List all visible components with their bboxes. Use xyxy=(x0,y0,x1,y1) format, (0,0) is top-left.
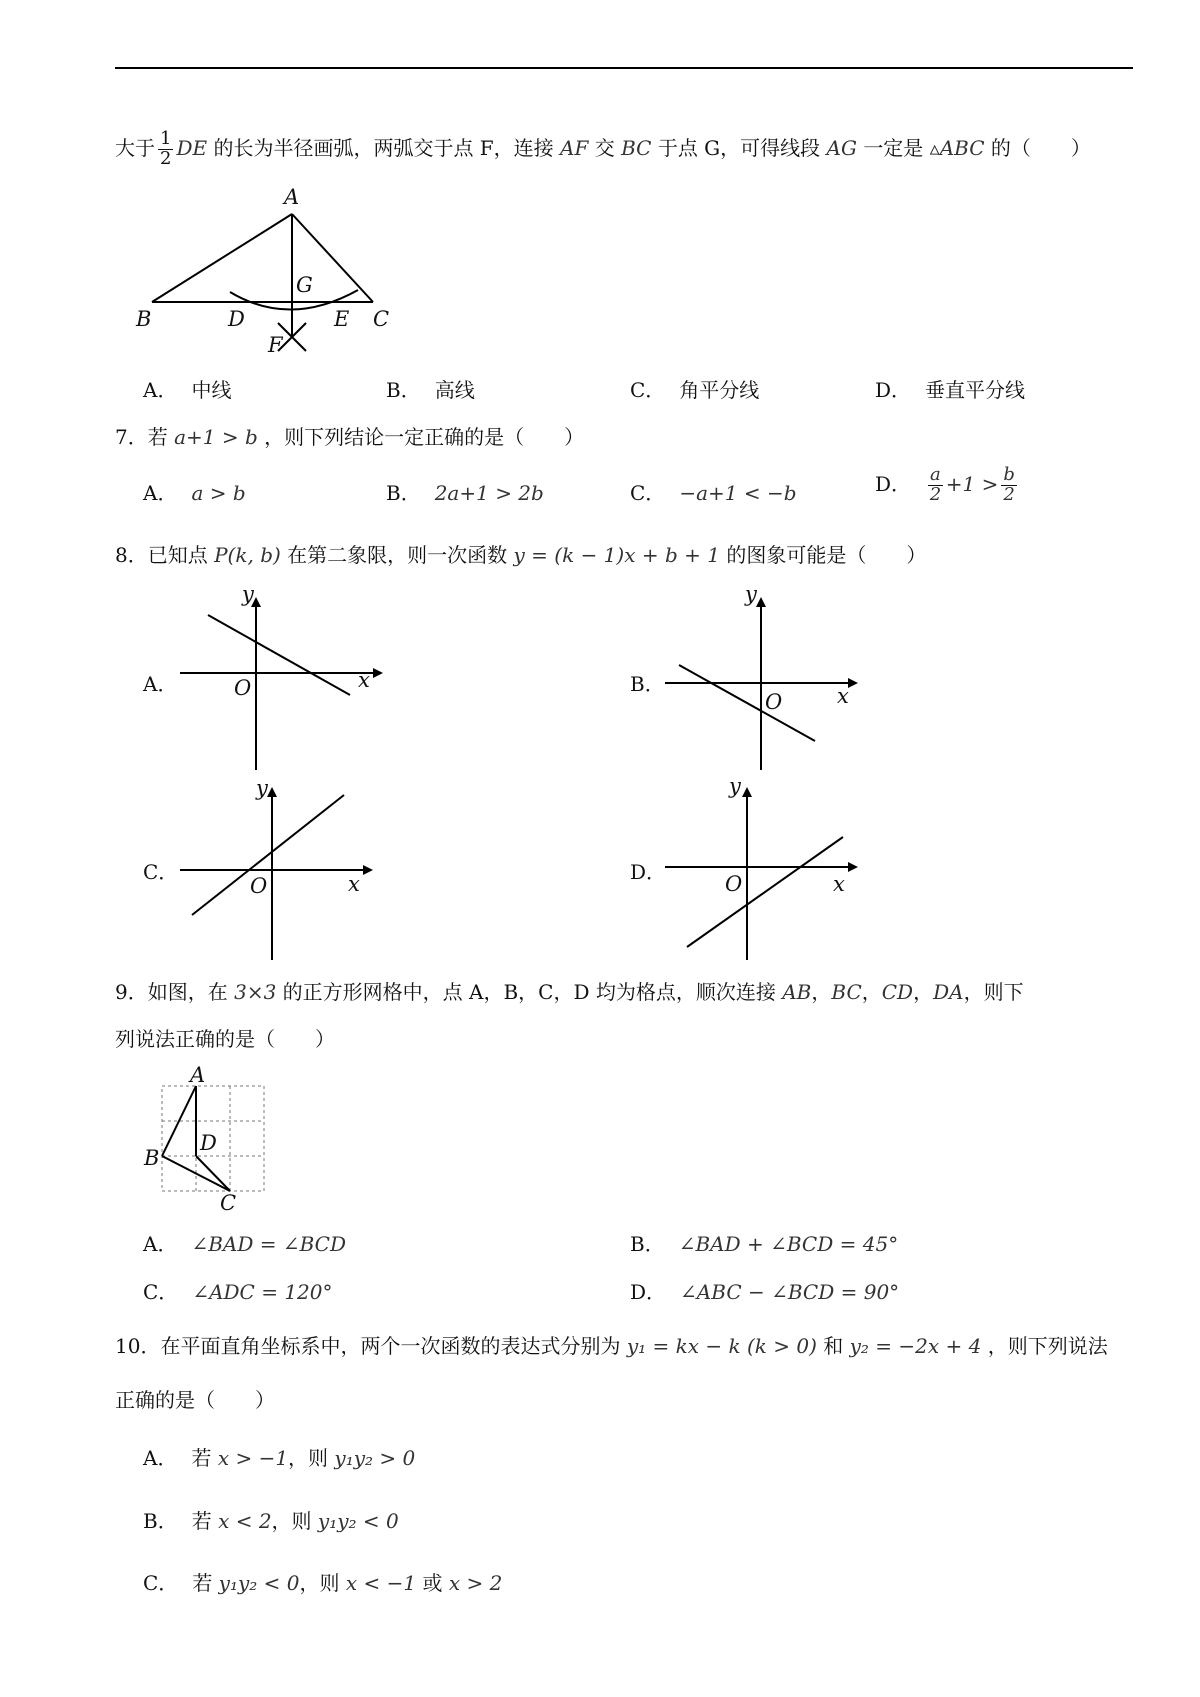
q6-stem xyxy=(115,130,1091,169)
origin-label: O xyxy=(234,676,252,700)
option-label: B． xyxy=(386,378,421,402)
function-line xyxy=(208,615,350,695)
q9-text-1: 如图，在 xyxy=(147,980,228,1004)
q8-graph-b xyxy=(665,582,865,770)
frac-num: a xyxy=(930,464,941,485)
q8-graph-d xyxy=(665,774,865,960)
option-text: 高线 xyxy=(434,378,475,402)
q10-text-2: 和 xyxy=(823,1334,844,1358)
x-arrow-icon xyxy=(363,865,373,875)
q8-text-2: 在第二象限，则一次函数 xyxy=(287,543,508,567)
q9-option-c[interactable] xyxy=(143,1280,333,1304)
q10-function-1: y₁ = kx − k (k > 0) xyxy=(626,1334,817,1358)
q10-text-1: 在平面直角坐标系中，两个一次函数的表达式分别为 xyxy=(160,1334,621,1358)
q6-text-5: 一定是 xyxy=(863,135,924,160)
q6-text-1: 大于 xyxy=(115,135,155,160)
q7-text-2: ，则下列结论一定正确的是（ ） xyxy=(264,425,585,449)
segment-ab xyxy=(152,214,292,302)
label-e: E xyxy=(334,307,350,331)
option-text: 中线 xyxy=(191,378,232,402)
frac-num: b xyxy=(1003,464,1015,485)
q6-triangle: ▵ABC xyxy=(929,135,985,160)
q7-number: 7． xyxy=(115,425,148,449)
option-label: B． xyxy=(386,481,421,505)
option-text: 角平分线 xyxy=(679,378,760,402)
q8-graph-c xyxy=(180,776,380,960)
segment-ab xyxy=(162,1086,196,1156)
y-label: y xyxy=(729,774,741,798)
option-result: x < −1 xyxy=(345,1571,417,1595)
q9-stem-line-1 xyxy=(115,980,1024,1004)
x-arrow-icon xyxy=(848,862,858,872)
x-label: x xyxy=(837,684,849,708)
y-arrow-icon xyxy=(742,787,752,797)
option-label: C． xyxy=(143,1280,179,1304)
q6-text-2: 的长为半径画弧，两弧交于点 F，连接 xyxy=(213,135,554,160)
option-pre: 若 xyxy=(191,1446,212,1470)
q6-af: AF xyxy=(560,135,589,160)
q10-text-4: 正确的是（ ） xyxy=(115,1388,275,1412)
option-result: y₁y₂ > 0 xyxy=(334,1446,416,1470)
q9-option-b[interactable] xyxy=(630,1232,898,1256)
q10-option-c[interactable] xyxy=(143,1571,502,1595)
option-label: D． xyxy=(630,1280,667,1304)
option-pre: 若 xyxy=(191,1509,212,1533)
q9-text-3: ，则下 xyxy=(963,980,1024,1004)
q6-option-d[interactable] xyxy=(875,378,1025,402)
q7-option-b[interactable] xyxy=(386,481,544,505)
option-text: a > b xyxy=(191,481,246,505)
function-line xyxy=(679,665,815,741)
header-rule xyxy=(115,67,1133,69)
x-label: x xyxy=(358,668,370,692)
q9-da: DA xyxy=(933,980,964,1004)
q8-stem xyxy=(115,543,926,567)
q7-d-mid: +1 > xyxy=(945,471,999,496)
option-label: C． xyxy=(143,1571,179,1595)
q10-text-3: ，则下列说法 xyxy=(987,1334,1108,1358)
option-text: ∠ABC − ∠BCD = 90° xyxy=(680,1280,900,1304)
option-mid: ，则 xyxy=(271,1509,312,1533)
option-or: 或 xyxy=(422,1571,443,1595)
option-label: A． xyxy=(143,1232,178,1256)
q7-text-1: 若 xyxy=(147,425,168,449)
option-label: B． xyxy=(143,1509,178,1533)
option-condition: x > −1 xyxy=(217,1446,289,1470)
q10-option-b[interactable] xyxy=(143,1509,399,1533)
label-a: A xyxy=(284,185,300,209)
x-arrow-icon xyxy=(373,668,383,678)
q9-comma: ， xyxy=(811,980,832,1004)
y-arrow-icon xyxy=(267,787,277,797)
q6-fraction xyxy=(158,130,173,169)
option-condition: x < 2 xyxy=(218,1509,272,1533)
label-b: B xyxy=(144,1146,160,1170)
q8-graph-a xyxy=(180,582,380,770)
option-label: A． xyxy=(143,672,178,696)
q6-option-a[interactable] xyxy=(143,378,231,402)
x-label: x xyxy=(833,872,845,896)
q8-text-3: 的图象可能是（ ） xyxy=(726,543,927,567)
option-text: −a+1 < −b xyxy=(679,481,797,505)
segment-cd xyxy=(196,1156,230,1191)
q7-option-a[interactable] xyxy=(143,481,246,505)
label-c: C xyxy=(373,307,390,331)
option-text: ∠BAD = ∠BCD xyxy=(191,1232,347,1256)
q6-text-6: 的（ ） xyxy=(990,135,1091,160)
label-b: B xyxy=(136,307,152,331)
q7-condition: a+1 > b xyxy=(174,425,258,449)
x-arrow-icon xyxy=(848,678,858,688)
q10-function-2: y₂ = −2x + 4 xyxy=(849,1334,982,1358)
q10-option-a[interactable] xyxy=(143,1446,415,1470)
frac-den: 2 xyxy=(1003,483,1015,505)
q9-bc: BC xyxy=(831,980,862,1004)
label-c: C xyxy=(220,1191,237,1215)
q8-option-c-label[interactable] xyxy=(143,860,178,884)
q6-bc: BC xyxy=(621,135,652,160)
option-mid: ，则 xyxy=(288,1446,329,1470)
q9-cd: CD xyxy=(881,980,914,1004)
q9-grid-figure xyxy=(140,1063,280,1215)
q6-text-3: 交 xyxy=(594,135,615,160)
q8-text-1: 已知点 xyxy=(147,543,208,567)
q7-d-frac-2 xyxy=(1001,466,1017,505)
q8-option-d-label[interactable] xyxy=(630,860,666,884)
q9-option-d[interactable] xyxy=(630,1280,899,1304)
q6-triangle-figure xyxy=(130,180,410,355)
origin-label: O xyxy=(250,874,268,898)
option-condition: y₁y₂ < 0 xyxy=(218,1571,300,1595)
origin-label: O xyxy=(765,690,783,714)
q7-stem xyxy=(115,425,584,449)
function-line xyxy=(192,795,344,915)
option-text: 2a+1 > 2b xyxy=(434,481,544,505)
option-label: A． xyxy=(143,481,178,505)
q8-function: y = (k − 1)x + b + 1 xyxy=(513,543,720,567)
y-label: y xyxy=(256,776,268,800)
option-label: D． xyxy=(875,378,912,402)
option-text: 垂直平分线 xyxy=(925,378,1026,402)
q10-stem-line-2 xyxy=(115,1388,275,1412)
option-mid: ，则 xyxy=(299,1571,340,1595)
option-label: D． xyxy=(630,860,667,884)
option-label: A． xyxy=(143,1446,178,1470)
label-d: D xyxy=(200,1131,217,1155)
q10-stem-line-1 xyxy=(115,1334,1108,1358)
q7-d-frac-1 xyxy=(928,466,943,505)
q6-de: DE xyxy=(176,135,208,160)
option-label: C． xyxy=(630,378,666,402)
q9-text-4: 列说法正确的是（ ） xyxy=(115,1027,335,1051)
option-result-2: x > 2 xyxy=(448,1571,503,1595)
q9-comma: ， xyxy=(913,980,934,1004)
x-label: x xyxy=(348,872,360,896)
option-label: B． xyxy=(630,672,665,696)
option-text: ∠BAD + ∠BCD = 45° xyxy=(678,1232,899,1256)
option-label: C． xyxy=(630,481,666,505)
label-g: G xyxy=(296,273,313,297)
q8-option-b-label[interactable] xyxy=(630,672,665,696)
segment-bc xyxy=(162,1156,230,1191)
q6-text-4: 于点 G，可得线段 xyxy=(657,135,821,160)
q6-ag: AG xyxy=(826,135,857,160)
y-label: y xyxy=(242,582,254,606)
q9-comma: ， xyxy=(861,980,882,1004)
function-line xyxy=(687,837,843,947)
y-arrow-icon xyxy=(756,597,766,607)
q8-option-a-label[interactable] xyxy=(143,672,177,696)
origin-label: O xyxy=(725,872,743,896)
option-label: A． xyxy=(143,378,178,402)
q8-point: P(k, b) xyxy=(214,543,281,567)
q6-option-b[interactable] xyxy=(386,378,475,402)
q9-text-2: 的正方形网格中，点 A，B，C，D 均为格点，顺次连接 xyxy=(282,980,776,1004)
option-label: B． xyxy=(630,1232,665,1256)
q7-option-d[interactable] xyxy=(875,466,1020,505)
option-result: y₁y₂ < 0 xyxy=(317,1509,399,1533)
option-label: D． xyxy=(875,471,912,496)
label-a: A xyxy=(190,1063,206,1087)
q9-grid-size: 3×3 xyxy=(234,980,277,1004)
q9-number: 9． xyxy=(115,980,148,1004)
label-d: D xyxy=(228,307,245,331)
label-f: F xyxy=(268,333,283,357)
q10-number: 10． xyxy=(115,1334,161,1358)
option-label: C． xyxy=(143,860,179,884)
q6-option-c[interactable] xyxy=(630,378,759,402)
option-text: ∠ADC = 120° xyxy=(192,1280,333,1304)
y-label: y xyxy=(745,582,757,606)
q7-option-c[interactable] xyxy=(630,481,797,505)
q6-frac-den: 2 xyxy=(160,147,172,169)
q9-stem-line-2 xyxy=(115,1027,335,1051)
frac-den: 2 xyxy=(929,483,942,505)
q6-frac-num: 1 xyxy=(160,128,172,149)
option-pre: 若 xyxy=(192,1571,213,1595)
q9-ab: AB xyxy=(782,980,812,1004)
q8-number: 8． xyxy=(115,543,148,567)
q9-option-a[interactable] xyxy=(143,1232,346,1256)
